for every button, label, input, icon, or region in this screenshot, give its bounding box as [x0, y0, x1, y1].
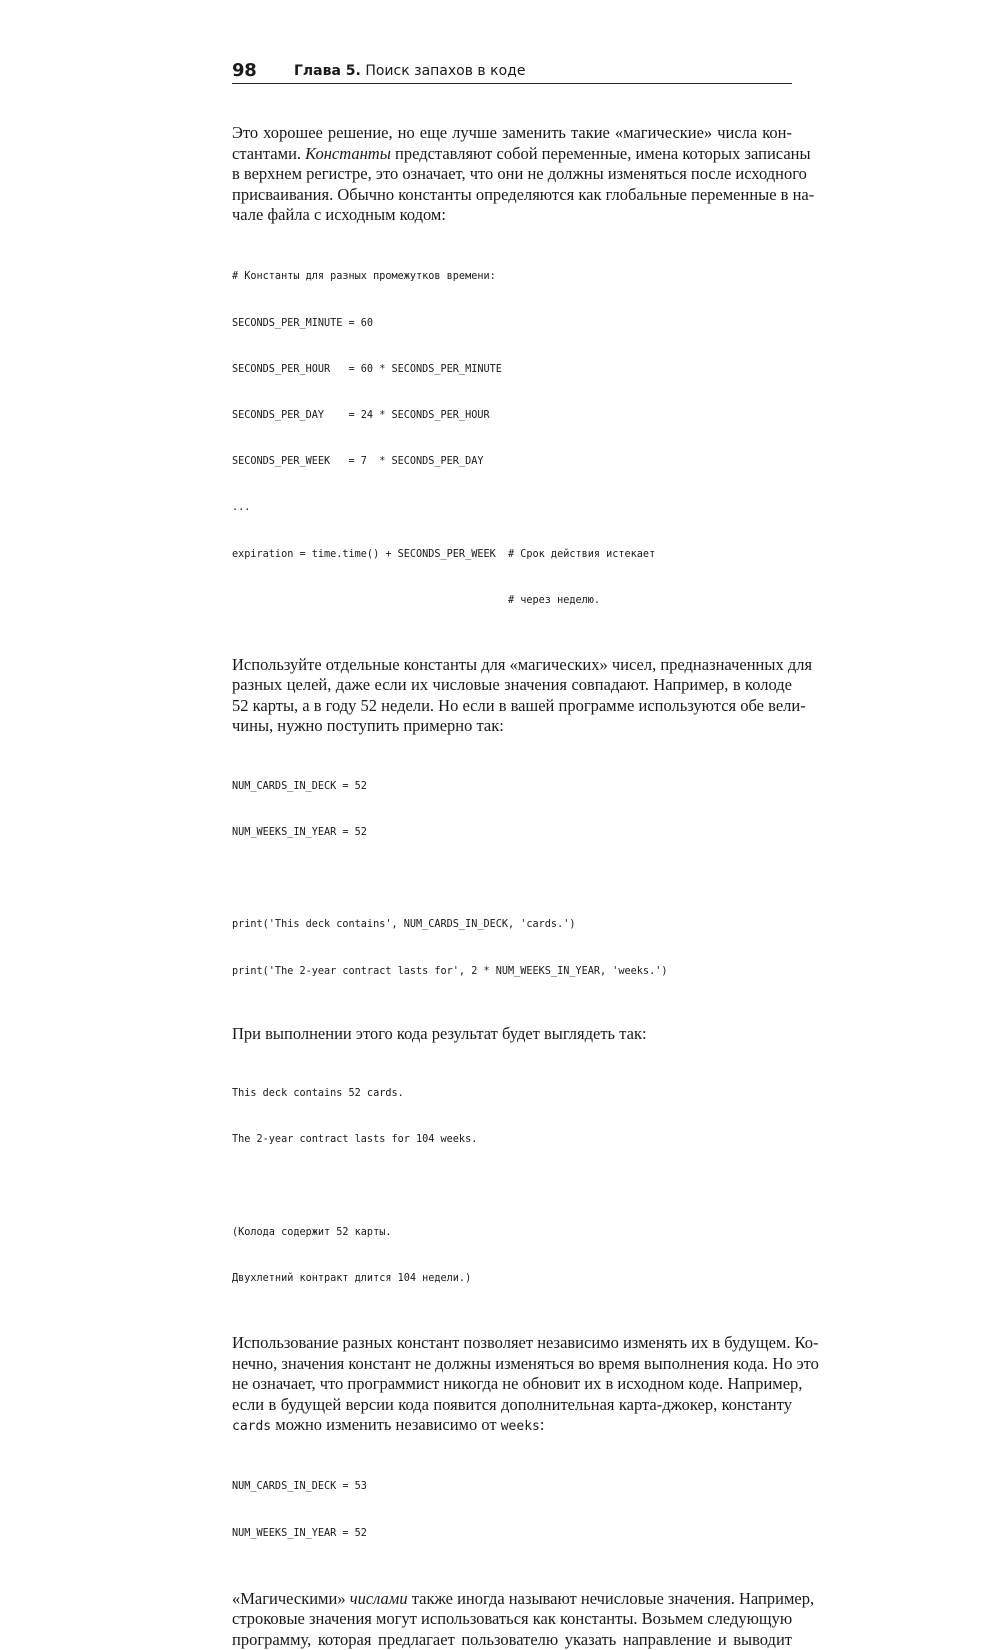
code-line: # Константы для разных промежутков времени:	[232, 271, 496, 283]
code-line: SECONDS_PER_WEEK = 7 * SECONDS_PER_DAY	[232, 456, 484, 468]
code-block-3	[232, 1055, 792, 1317]
code-line	[232, 1178, 792, 1193]
running-head	[232, 56, 792, 84]
inline-code-cards: cards	[232, 1419, 272, 1435]
text-line: чины, нужно поступить примерно так:	[232, 716, 504, 736]
code-line: SECONDS_PER_HOUR = 60 * SECONDS_PER_MINUTE	[232, 363, 502, 375]
code-line: SECONDS_PER_MINUTE = 60	[232, 317, 374, 329]
text-line: в верхнем регистре, это означает, что они не должны изменяться после исходного	[232, 164, 807, 183]
text-line: Использование разных констант позволяет независимо изменять их в будущем. Ко-	[232, 1333, 819, 1353]
paragraph-4	[232, 1333, 819, 1438]
chapter-title: Поиск запахов в коде	[365, 63, 526, 79]
code-line: The 2-year contract lasts for 104 weeks.	[232, 1134, 478, 1146]
text-run: :	[539, 1415, 545, 1435]
text-line: Используйте отдельные константы для «магических» чисел, предназначенных для	[232, 654, 813, 674]
code-line: This deck contains 52 cards.	[232, 1088, 404, 1100]
code-line: Двухлетний контракт длится 104 недели.)	[232, 1272, 472, 1284]
text-run: стантами.	[232, 143, 306, 163]
text-line: Это хорошее решение, но еще лучше заменить такие «магические» числа кон-	[232, 123, 792, 142]
code-line: NUM_WEEKS_IN_YEAR = 52	[232, 826, 367, 838]
text-line: разных целей, даже если их числовые значения совпадают. Например, в колоде	[232, 675, 792, 695]
emphasis-term: числами	[349, 1588, 408, 1608]
code-line: # через неделю.	[232, 594, 601, 606]
code-line: SECONDS_PER_DAY = 24 * SECONDS_PER_HOUR	[232, 409, 490, 421]
paragraph-2	[232, 654, 813, 737]
text-run: «Магическими»	[232, 1588, 350, 1608]
page-number: 98	[232, 60, 257, 81]
text-line: строковые значения могут использоваться как константы. Возьмем следующую	[232, 1609, 793, 1629]
paragraph-5	[232, 1588, 815, 1650]
emphasis-term: Константы	[305, 143, 391, 163]
text-run: можно изменить независимо от	[271, 1415, 501, 1435]
text-line: чале файла с исходным кодом:	[232, 205, 446, 224]
code-line	[232, 871, 792, 886]
book-page	[232, 56, 819, 1650]
code-line: NUM_CARDS_IN_DECK = 53	[232, 1481, 367, 1493]
code-block-4	[232, 1449, 792, 1572]
code-line: NUM_WEEKS_IN_YEAR = 52	[232, 1527, 367, 1539]
code-line: NUM_CARDS_IN_DECK = 52	[232, 780, 367, 792]
text-line: При выполнении этого кода результат будет выглядеть так:	[232, 1023, 647, 1043]
code-block-2	[232, 748, 792, 1010]
code-line: ...	[232, 502, 251, 514]
text-line: программу, которая предлагает пользователю указать направление и выводит	[232, 1629, 792, 1649]
code-line: print('The 2-year contract lasts for', 2 * NUM_WEEKS_IN_YEAR, 'weeks.')	[232, 965, 668, 977]
text-line: присваивания. Обычно константы определяются как глобальные переменные в на-	[232, 184, 815, 204]
code-line: print('This deck contains', NUM_CARDS_IN_DECK, 'cards.')	[232, 919, 576, 931]
chapter-heading	[294, 63, 525, 79]
code-line: expiration = time.time() + SECONDS_PER_WEEK # Срок действия истекает	[232, 548, 656, 560]
text-run: представляют собой переменные, имена которых записаны	[390, 143, 811, 163]
paragraph-1	[232, 123, 815, 226]
text-run: также иногда называют нечисловые значения. Например,	[407, 1588, 815, 1608]
text-line: нечно, значения констант не должны изменяться во время выполнения кода. Но это	[232, 1353, 819, 1373]
paragraph-3	[232, 1024, 792, 1045]
text-line	[232, 1588, 815, 1610]
code-line: (Колода содержит 52 карты.	[232, 1226, 392, 1238]
text-line	[232, 143, 811, 165]
text-line: если в будущей версии кода появится дополнительная карта-джокер, константу	[232, 1394, 792, 1414]
chapter-label: Глава 5.	[294, 63, 361, 79]
inline-code-weeks: weeks	[500, 1419, 540, 1435]
text-line	[232, 1415, 792, 1438]
text-line: 52 карты, а в году 52 недели. Но если в вашей программе используются обе вели-	[232, 695, 806, 715]
code-block-1	[232, 239, 792, 639]
text-line: не означает, что программист никогда не обновит их в исходном коде. Например,	[232, 1374, 803, 1394]
